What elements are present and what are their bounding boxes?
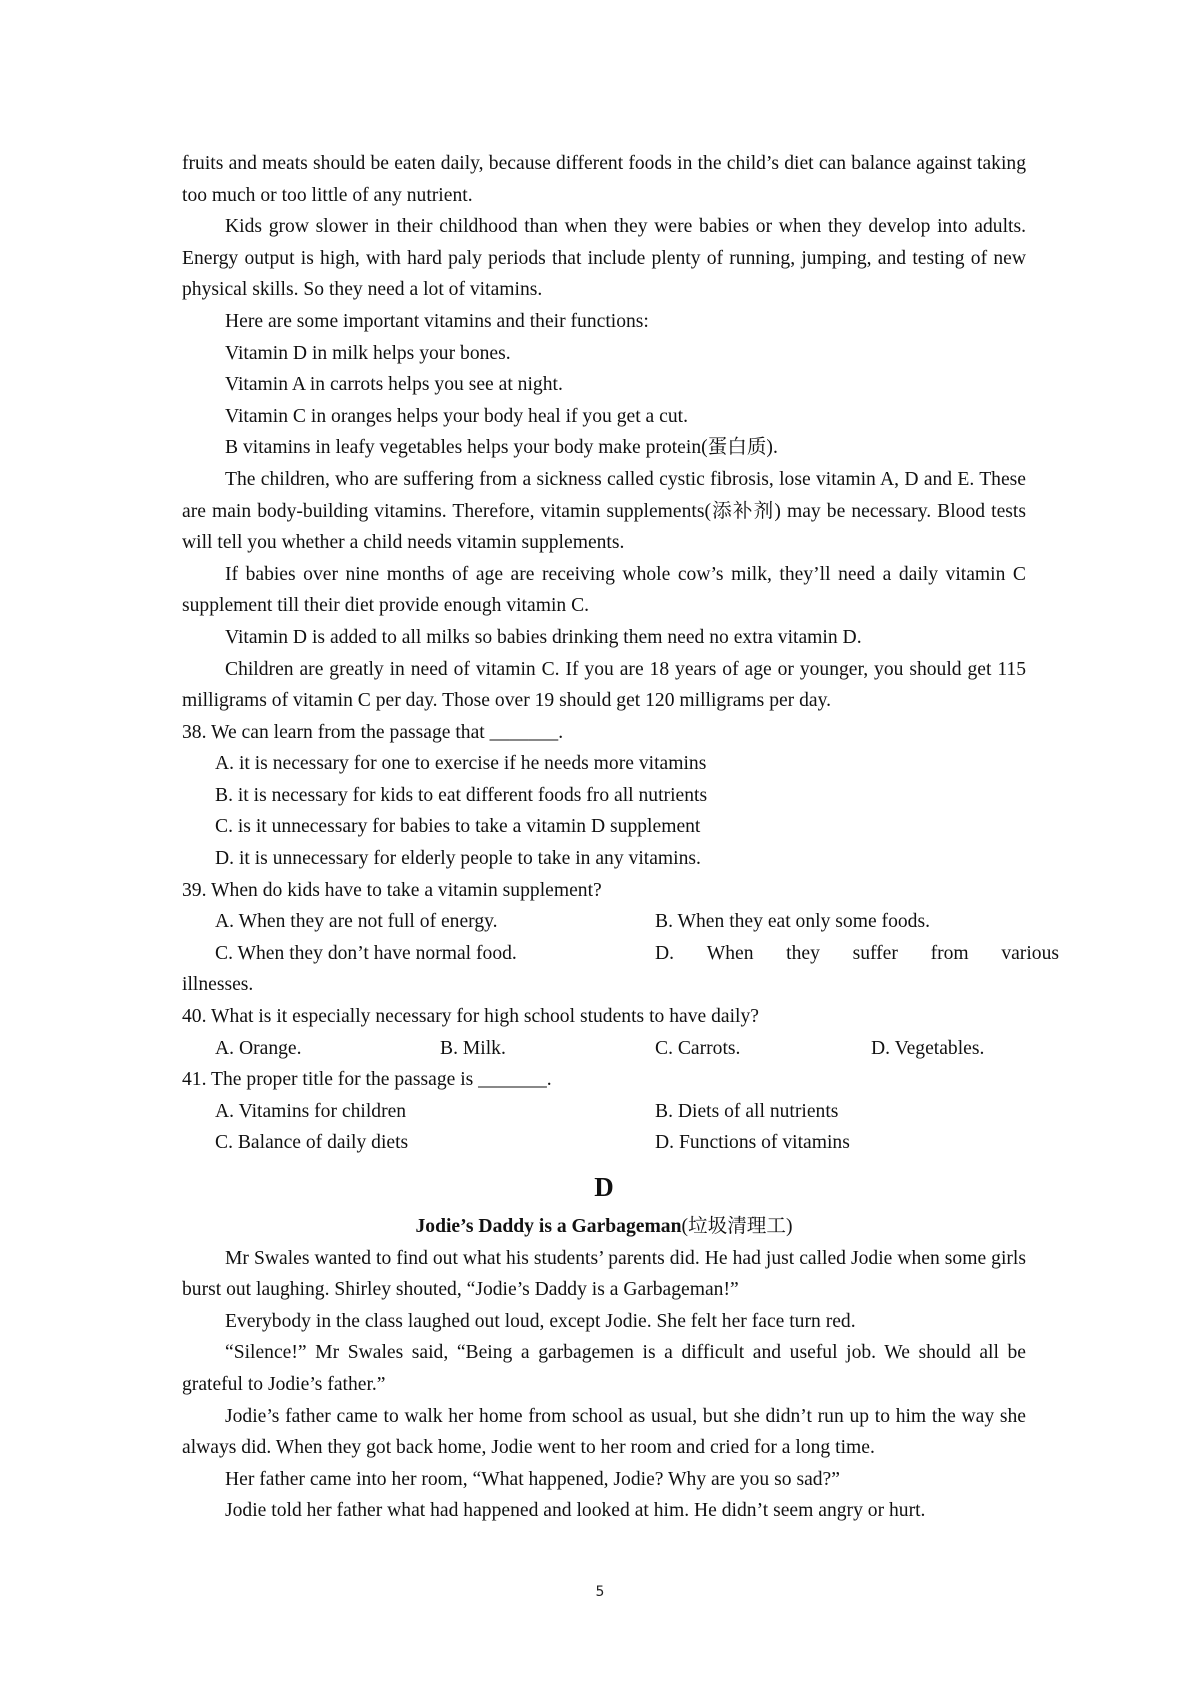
paragraph: B vitamins in leafy vegetables helps your body make protein(蛋白质). (225, 437, 778, 459)
section-heading: D (594, 1172, 614, 1202)
option-b: B. Diets of all nutrients (655, 1100, 839, 1122)
passage-title-main: Jodie’s Daddy is a Garbageman (415, 1216, 682, 1237)
passage-d-body (182, 1243, 1026, 1527)
option-b: B. Milk. (440, 1037, 506, 1059)
question-39 (182, 875, 1059, 1001)
option-a: A. Orange. (215, 1037, 302, 1059)
paragraph: Mr Swales wanted to find out what his students’ parents did. He had just called Jodie when some girls burst out laughing. Shirley shouted, “Jodie’s Daddy is a Garbageman!” (182, 1247, 1026, 1301)
option-d-wrap: illnesses. (182, 974, 254, 996)
paragraph: If babies over nine months of age are receiving whole cow’s milk, they’ll need a daily vitamin C supplement till their diet provide enough vitamin C. (182, 563, 1026, 617)
option-c: C. is it unnecessary for babies to take a vitamin D supplement (215, 816, 701, 838)
option-c: C. Balance of daily diets (215, 1132, 409, 1154)
paragraph: Everybody in the class laughed out loud, except Jodie. She felt her face turn red. (225, 1310, 856, 1332)
passage-c-body (182, 148, 1026, 717)
question-stem: 38. We can learn from the passage that _______. (182, 721, 564, 743)
paragraph: Here are some important vitamins and their functions: (225, 310, 649, 332)
option-d-word: D. (655, 942, 675, 964)
option-b: B. it is necessary for kids to eat different foods fro all nutrients (215, 784, 708, 806)
options-row (182, 1096, 1026, 1128)
option-c: C. When they don’t have normal food. (215, 942, 517, 964)
option-b: B. When they eat only some foods. (655, 911, 930, 933)
option-c: C. Carrots. (655, 1037, 741, 1059)
option-d-word: various (1001, 942, 1059, 964)
question-40 (182, 1001, 1026, 1064)
options-row (182, 1127, 1026, 1159)
paragraph: Kids grow slower in their childhood than when they were babies or when they develop into adults. Energy output is high, with hard paly periods that include plenty of running, jumping, and testing of new physical skills. So they need a lot of vitamins. (182, 216, 1026, 301)
question-stem: 39. When do kids have to take a vitamin supplement? (182, 879, 602, 901)
options-row (182, 938, 1059, 970)
question-41 (182, 1064, 1026, 1159)
paragraph: Vitamin D is added to all milks so babies drinking them need no extra vitamin D. (225, 626, 862, 648)
question-stem: 40. What is it especially necessary for high school students to have daily? (182, 1006, 759, 1028)
paragraph: Her father came into her room, “What happened, Jodie? Why are you so sad?” (225, 1468, 840, 1490)
page-number: 5 (595, 1584, 605, 1600)
passage-title-note: (垃圾清理工) (681, 1216, 793, 1237)
paragraph: Children are greatly in need of vitamin C. If you are 18 years of age or younger, you should get 115 milligrams of vitamin C per day. Those over 19 should get 120 milligrams per day. (182, 658, 1026, 712)
options-row (182, 1033, 1026, 1065)
option-d: D. Vegetables. (871, 1037, 985, 1059)
option-d (655, 938, 1059, 970)
option-d-word: from (930, 942, 969, 964)
paragraph: fruits and meats should be eaten daily, because different foods in the child’s diet can balance against taking too much or too little of any nutrient. (182, 153, 1026, 206)
paragraph: “Silence!” Mr Swales said, “Being a garbagemen is a difficult and useful job. We should all be grateful to Jodie’s father.” (182, 1342, 1026, 1395)
option-d-word: they (786, 942, 820, 964)
paragraph: Vitamin A in carrots helps you see at night. (225, 374, 563, 396)
paragraph: Vitamin C in oranges helps your body heal if you get a cut. (225, 405, 688, 427)
paragraph: Jodie told her father what had happened and looked at him. He didn’t seem angry or hurt. (225, 1500, 926, 1522)
option-a: A. When they are not full of energy. (215, 911, 498, 933)
paragraph: Jodie’s father came to walk her home from school as usual, but she didn’t run up to him the way she always did. When they got back home, Jodie went to her room and cried for a long time. (182, 1405, 1026, 1459)
option-d: D. it is unnecessary for elderly people to take in any vitamins. (215, 848, 701, 870)
question-38 (182, 717, 1026, 875)
paragraph: Vitamin D in milk helps your bones. (225, 342, 511, 364)
options-row (182, 906, 1026, 938)
option-a: A. Vitamins for children (215, 1100, 407, 1122)
passage-title (182, 1211, 1026, 1243)
page-content (182, 148, 1059, 1527)
paragraph: The children, who are suffering from a sickness called cystic fibrosis, lose vitamin A, D and E. These are main body-building vitamins. Therefore, vitamin supplements(添补剂) may be necessary. Blood tests will tell you whether a child needs vitamin supplements. (182, 468, 1026, 554)
option-d-word: When (706, 942, 754, 964)
option-a: A. it is necessary for one to exercise if he needs more vitamins (215, 753, 707, 775)
question-stem: 41. The proper title for the passage is _______. (182, 1069, 552, 1091)
option-d: D. Functions of vitamins (655, 1132, 850, 1154)
option-d-word: suffer (852, 942, 898, 964)
